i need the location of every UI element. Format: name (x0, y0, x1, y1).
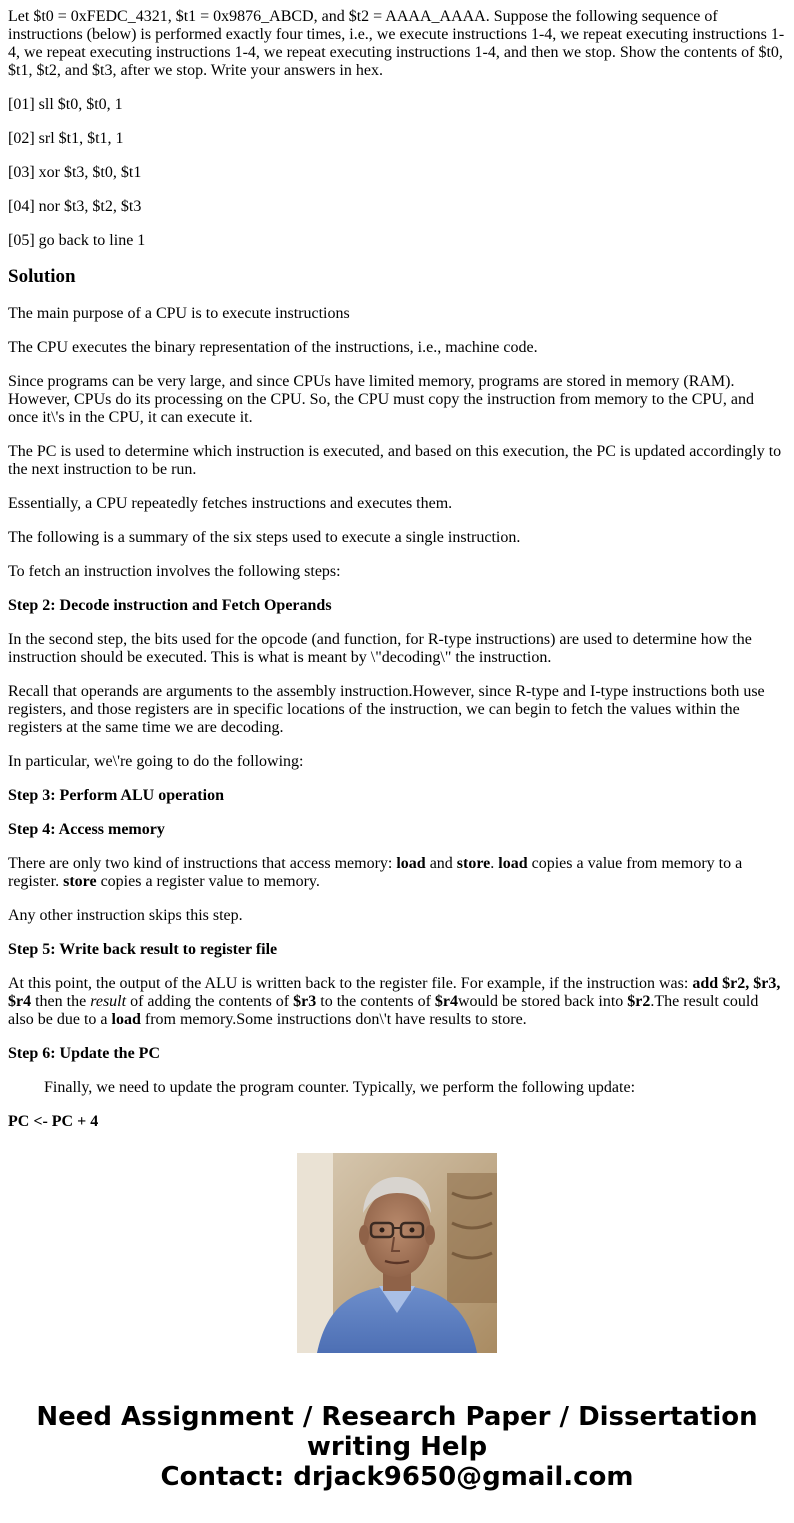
solution-heading: Solution (8, 266, 76, 287)
step-3-heading: Step 3: Perform ALU operation (8, 787, 224, 804)
promo-section (0, 1150, 794, 1523)
instruction-line-1: [01] sll $t0, $t0, 1 (8, 96, 123, 113)
contact-banner (0, 1402, 794, 1492)
contact-email: Contact: drjack9650@gmail.com (160, 1462, 634, 1492)
solution-paragraph: Essentially, a CPU repeatedly fetches instructions and executes them. (8, 495, 453, 512)
solution-paragraph: The PC is used to determine which instruction is executed, and based on this execution, the PC is updated accordingly to the next instruction to be run. (8, 443, 782, 478)
solution-paragraph: The following is a summary of the six steps used to execute a single instruction. (8, 529, 521, 546)
solution-paragraph: To fetch an instruction involves the following steps: (8, 563, 341, 580)
question-intro: Let $t0 = 0xFEDC_4321, $t1 = 0x9876_ABCD, and $t2 = AAAA_AAAA. Suppose the following sequence of instructions (below) is performed exactly four times, i.e., we execute instructions 1-4, we repeat executing instructions 1-4, we repeat executing instructions 1-4, we repeat executing instructions 1-4, and then we stop. Show the contents of $t0, $t1, $t2, and $t3, after we stop. Write your answers in hex. (8, 8, 785, 79)
tutor-portrait-image (297, 1153, 497, 1353)
step-4-paragraph: There are only two kind of instructions that access memory: load and store. load copies a value from memory to a register. store copies a register value to memory. (8, 855, 743, 890)
article-content (8, 8, 786, 1130)
avatar (297, 1153, 497, 1353)
step-2-paragraph: Recall that operands are arguments to the assembly instruction.However, since R-type and I-type instructions both use registers, and those registers are in specific locations of the instruction, we can begin to fetch the values within the registers at the same time we are decoding. (8, 683, 765, 736)
solution-paragraph: The main purpose of a CPU is to execute instructions (8, 305, 350, 322)
banner-line: Need Assignment / Research Paper / Dissertation (36, 1402, 758, 1432)
instruction-line-4: [04] nor $t3, $t2, $t3 (8, 198, 142, 215)
instruction-line-3: [03] xor $t3, $t0, $t1 (8, 164, 142, 181)
instruction-line-2: [02] srl $t1, $t1, 1 (8, 130, 124, 147)
solution-paragraph: Since programs can be very large, and since CPUs have limited memory, programs are stored in memory (RAM). However, CPUs do its processing on the CPU. So, the CPU must copy the instruction from memory to the CPU, and once it\'s in the CPU, it can execute it. (8, 373, 754, 426)
step-6-heading: Step 6: Update the PC (8, 1045, 160, 1062)
banner-line: writing Help (306, 1432, 488, 1462)
step-6-paragraph: Finally, we need to update the program counter. Typically, we perform the following update: (44, 1079, 636, 1096)
pc-update-formula: PC <- PC + 4 (8, 1113, 99, 1130)
step-2-paragraph: In the second step, the bits used for the opcode (and function, for R-type instructions) are used to determine how the instruction should be executed. This is what is meant by \"decoding\" the instruction. (8, 631, 752, 666)
step-2-paragraph: In particular, we\'re going to do the following: (8, 753, 304, 770)
step-2-heading: Step 2: Decode instruction and Fetch Operands (8, 597, 332, 614)
instruction-line-5: [05] go back to line 1 (8, 232, 146, 249)
step-4-heading: Step 4: Access memory (8, 821, 165, 838)
step-4-paragraph: Any other instruction skips this step. (8, 907, 243, 924)
step-5-paragraph: At this point, the output of the ALU is written back to the register file. For example, if the instruction was: add $r2, $r3, $r4 then the result of adding the contents of $r3 to the contents of $r4would be stored back into $r2.The result could also be due to a load from memory.Some instructions don\'t have results to store. (8, 975, 781, 1028)
solution-paragraph: The CPU executes the binary representation of the instructions, i.e., machine code. (8, 339, 538, 356)
step-5-heading: Step 5: Write back result to register file (8, 941, 278, 958)
